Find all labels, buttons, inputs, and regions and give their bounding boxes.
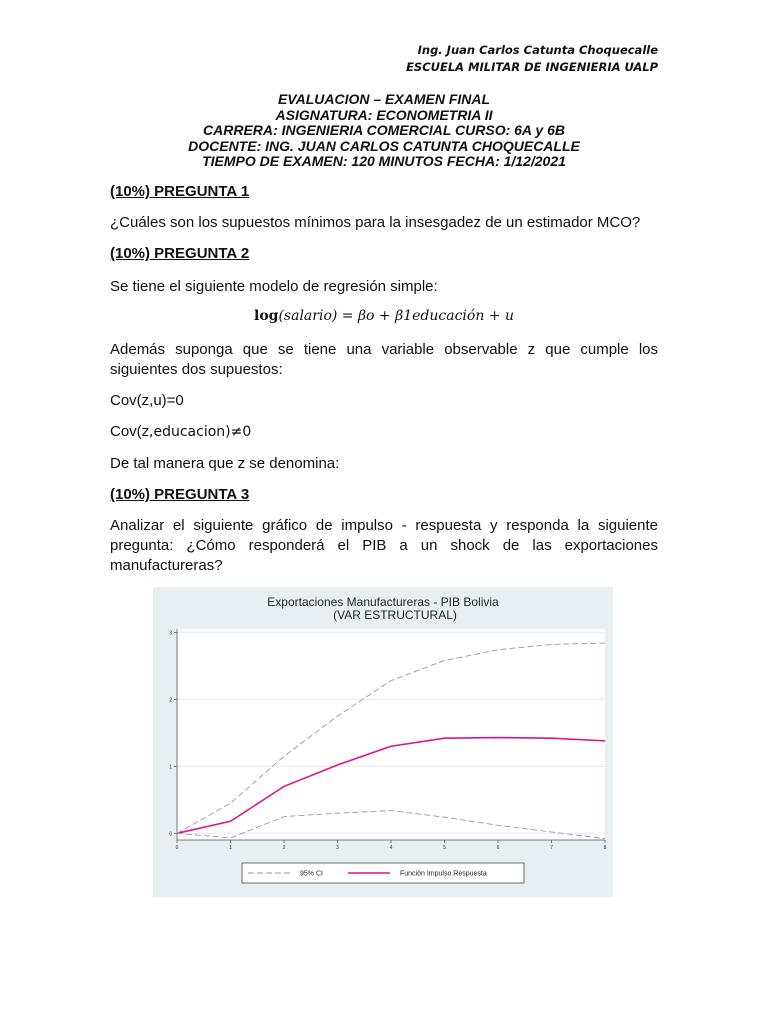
x-tick-label: 2 — [282, 845, 286, 851]
cov-rest: z,educacion)≠0 — [141, 424, 252, 440]
y-tick-label: 2 — [169, 697, 172, 704]
teacher-line: DOCENTE: ING. JUAN CARLOS CATUNTA CHOQUECALLE — [188, 137, 580, 154]
y-tick-label: 3 — [169, 630, 172, 637]
x-tick-label: 7 — [550, 845, 553, 851]
author-name: Ing. Juan Carlos Catunta Choquecalle — [417, 43, 658, 57]
question-2-intro: Se tiene el siguiente modelo de regresión simple: — [110, 278, 438, 295]
question-2-question-text: De tal manera que z se denomina: — [110, 455, 340, 472]
question-2-assumptions-text: Además suponga que se tiene una variable observable z que cumple los siguientes dos supuestos: — [110, 341, 658, 378]
x-tick-label: 3 — [336, 845, 339, 851]
plot-area — [177, 629, 605, 840]
school-name: ESCUELA MILITAR DE INGENIERIA UALP — [406, 60, 658, 74]
x-tick-label: 4 — [389, 845, 393, 851]
exam-title-line: EVALUACION – EXAMEN FINAL — [277, 91, 491, 107]
chart-title: Exportaciones Manufactureras - PIB Bolivia — [267, 595, 499, 609]
document-header — [406, 42, 658, 76]
question-2-heading: (10%) PREGUNTA 2 — [110, 245, 250, 262]
x-tick-label: 5 — [443, 845, 446, 851]
question-1-heading: (10%) PREGUNTA 1 — [110, 183, 250, 200]
legend-ci-label: 95% CI — [300, 870, 323, 878]
x-tick-label: 6 — [496, 845, 500, 851]
cov-prefix: Cov( — [110, 423, 142, 440]
exam-title-block — [0, 92, 768, 170]
y-tick-label: 0 — [169, 831, 172, 838]
chart-svg — [153, 587, 613, 897]
cov-z-u: Cov(z,u)=0 — [110, 392, 184, 409]
regression-equation — [0, 308, 768, 324]
y-tick-label: 1 — [169, 764, 172, 771]
equation-body: (salario) = βo + β1 — [278, 308, 413, 324]
cov-z-educacion — [110, 422, 658, 442]
x-tick-label: 1 — [229, 845, 232, 851]
subject-line: ASIGNATURA: ECONOMETRIA II — [275, 106, 493, 123]
x-tick-label: 8 — [603, 845, 607, 851]
x-tick-label: 0 — [175, 845, 179, 851]
question-1-text: ¿Cuáles son los supuestos mínimos para la insesgadez de un estimador MCO? — [110, 214, 641, 231]
legend-irf-label: Función Impulso Respuesta — [400, 870, 487, 878]
question-3-heading: (10%) PREGUNTA 3 — [110, 486, 250, 503]
time-date-line: TIEMPO DE EXAMEN: 120 MINUTOS FECHA: 1/12/2021 — [202, 153, 566, 169]
question-3-text: Analizar el siguiente gráfico de impulso - respuesta y responda la siguiente pregunta: ¿Cómo responderá el PIB a un shock de las exportaciones manufactureras? — [110, 517, 658, 574]
chart-subtitle: (VAR ESTRUCTURAL) — [333, 608, 457, 622]
impulse-response-chart — [153, 587, 613, 897]
career-line: CARRERA: INGENIERIA COMERCIAL CURSO: 6A y 6B — [203, 122, 565, 138]
equation-log: log — [254, 308, 279, 324]
equation-variable: educación + u — [412, 308, 514, 324]
